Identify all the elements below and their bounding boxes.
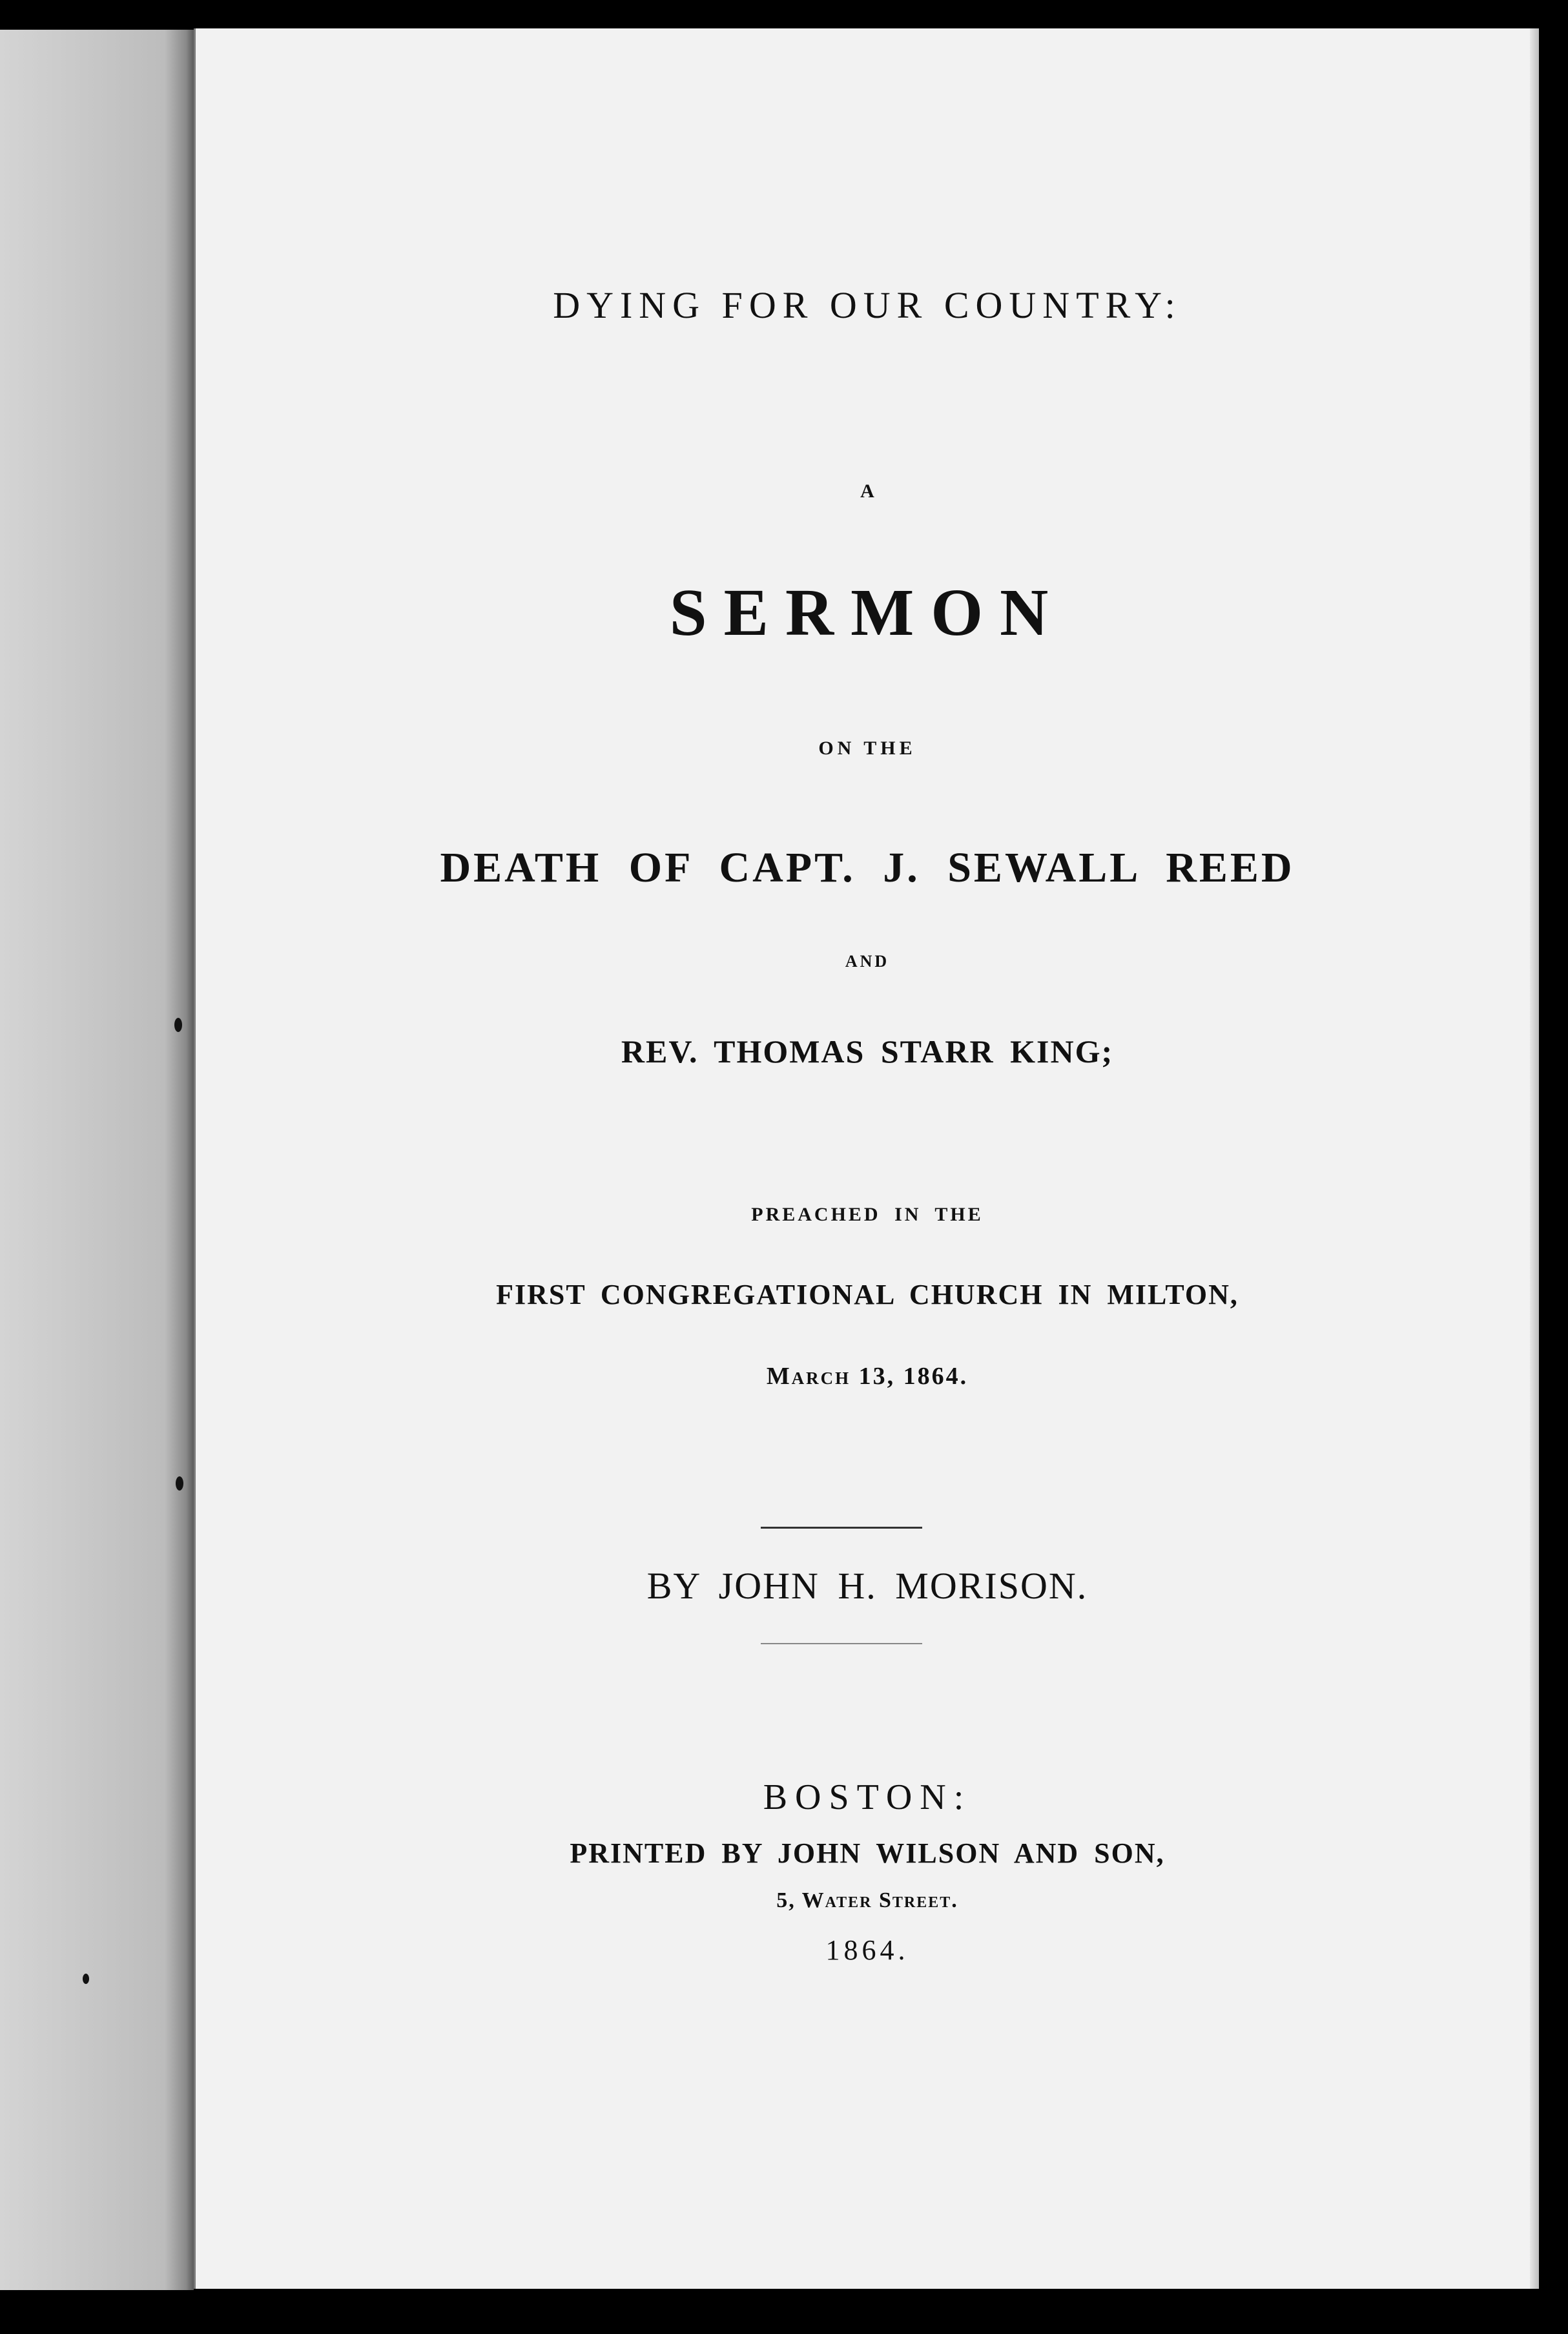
imprint-year: 1864. <box>825 1934 909 1966</box>
title-page <box>194 28 1539 2289</box>
article-a: A <box>860 480 874 502</box>
connector-preached: PREACHED IN THE <box>751 1204 984 1225</box>
subject-line-1: DEATH OF CAPT. J. SEWALL REED <box>440 844 1295 891</box>
genre-heading: SERMON <box>669 575 1066 650</box>
church-name: FIRST CONGREGATIONAL CHURCH IN MILTON, <box>496 1279 1239 1310</box>
spine-mark <box>174 1018 182 1032</box>
sermon-date: March 13, 1864. <box>766 1363 969 1390</box>
connector-on-the: ON THE <box>818 738 916 759</box>
spine-mark <box>176 1476 183 1491</box>
imprint-printer: PRINTED BY JOHN WILSON AND SON, <box>570 1837 1165 1869</box>
book-title: DYING FOR OUR COUNTRY: <box>553 284 1182 326</box>
imprint-address: 5, Water Street. <box>776 1888 958 1912</box>
divider-rule-bottom <box>761 1643 922 1644</box>
connector-and: AND <box>845 952 890 971</box>
subject-line-2: REV. THOMAS STARR KING; <box>621 1033 1114 1069</box>
spine-mark <box>83 1974 89 1984</box>
author-line: BY JOHN H. MORISON. <box>646 1565 1088 1607</box>
imprint-city: BOSTON: <box>763 1777 972 1817</box>
book-spine <box>0 30 194 2290</box>
divider-rule-top <box>761 1527 922 1529</box>
